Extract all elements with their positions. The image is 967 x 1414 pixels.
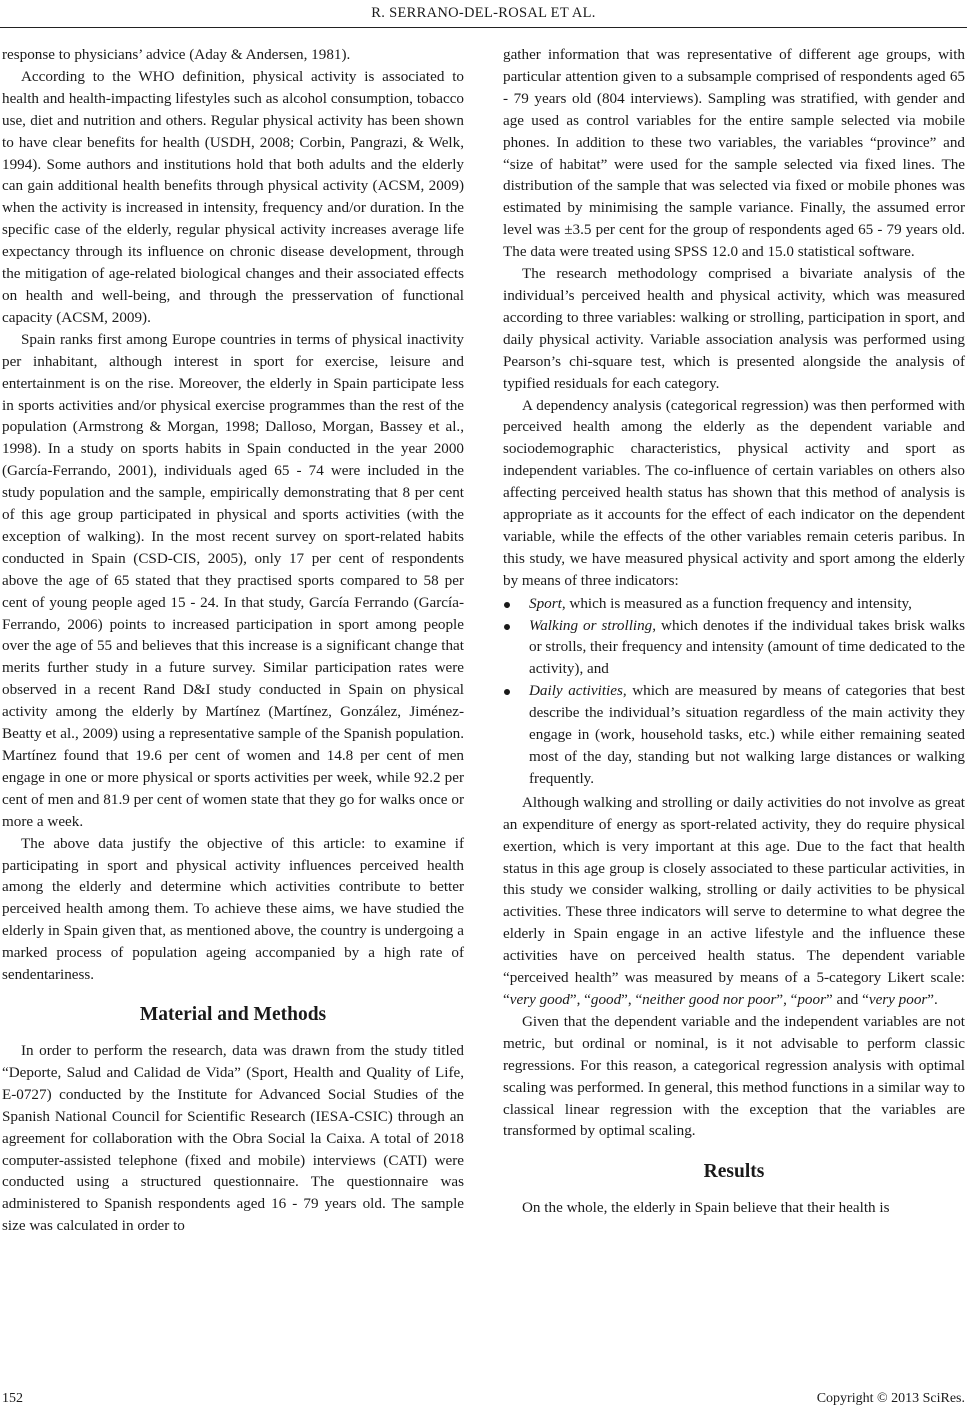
paragraph: On the whole, the elderly in Spain believe that their health is — [522, 1199, 890, 1217]
list-item — [503, 593, 965, 615]
likert-term: neither good nor poor — [642, 990, 777, 1008]
likert-term: good — [590, 990, 622, 1008]
paragraph — [503, 792, 965, 1011]
likert-term: very poor — [868, 990, 928, 1008]
section-heading-methods: Material and Methods — [139, 1003, 327, 1025]
list-text: , which are measured by means of categories that best describe the individual’s situation regardless of the main activity they engage in (work, household tasks, etc.) while either remaining seated most of the day, standing but not walking large distances or walking frequently. — [529, 682, 965, 787]
list-term: Sport — [529, 594, 562, 612]
paragraph: In order to perform the research, data was drawn from the study titled “Deporte, Salud and Calidad de Vida” (Sport, Health and Quality of Life, E-0727) conducted by the Institute for Advanced Social Studies of the Spanish National Council for Scientific Research (IESA-CSIC) through an agreement for collaboration with the Obra Social la Caixa. A total of 2018 computer-assisted telephone (fixed and mobile) interviews (CATI) were conducted using a structured questionnaire. The questionnaire was administered to Spanish respondents aged 16 - 79 years old. The sample size was calculated in order to — [2, 1041, 464, 1235]
paragraph: Spain ranks first among Europe countries in terms of physical inactivity per inhabitant, although interest in sport for exercise, leisure and entertainment is on the rise. Moreover, the elderly in Spain participate less in sports activities and/or physical exercise programmes than the rest of the population (Armstrong & Morgan, 1998; Dalloso, Morgan, Bassey et al., 1998). In a study on sports habits in Spain conducted in the year 2000 (García-Ferrando, 2001), individuals aged 65 - 74 were included in the study population and the sample, empirically demonstrating that 8 per cent of this age group participated in physical and sports activities (with the exception of walking). In the most recent survey on sport-related habits conducted in Spain (CSD-CIS, 2005), only 17 per cent of respondents above the age of 65 stated that they practised sports compared to 58 per cent of young people aged 15 - 24. In that study, García Ferrando (García-Ferrando, 2006) points to increased participation in sport among people over the age of 55 and believes that this increase is a significant change that merits further study in a future survey. Similar participation rates were observed in a recent Rand D&I study conducted in Spain on physical activity among the elderly by Martínez (Martínez, González, Jiménez-Beatty et al., 2009) using a representative sample of the Spanish population. Martínez found that 19.6 per cent of women and 14.8 per cent of men engage in one or more physical or sports activities per week, while 92.2 per cent of men and 81.9 per cent of women state that they go for walks once or more a week. — [2, 330, 464, 830]
likert-term: very good — [509, 990, 570, 1008]
paragraph: The above data justify the objective of this article: to examine if participating in sport and physical activity influences perceived health among the elderly and determine which activities contribute to better perceived health among them. To achieve these aims, we have studied the elderly in Spain given that, as mentioned above, the country is undergoing a marked process of population ageing accompanied by a high rate of sendentariness. — [2, 834, 464, 984]
paragraph-text: Although walking and strolling or daily activities do not involve as great an expenditure of energy as sport-related activity, they do require physical exertion, which is very important at this age. Due to the fact that health status in this age group is closely associated to these particular activities, in this study we consider walking, strolling or daily activities to be physical activities. These three indicators will serve to determine to what degree the elderly in Spain engage in an active lifestyle and the influence these activities have on perceived health status. The dependent variable “perceived health” was measured by means of a 5-category Likert scale: “ — [503, 793, 965, 1008]
list-item — [503, 615, 965, 681]
paragraph: response to physicians’ advice (Aday & Andersen, 1981). — [2, 46, 351, 63]
bullet-icon — [504, 602, 510, 608]
section-heading-results: Results — [703, 1161, 765, 1183]
bullet-icon — [504, 624, 510, 630]
bullet-icon — [504, 689, 510, 695]
indicator-list — [503, 593, 965, 790]
paragraph: gather information that was representative of different age groups, with particular attention given to a subsample comprised of respondents aged 65 - 79 years old (804 interviews). Sampling was stratified, with gender and age used as control variables for the entire sample selected via mobile phones. In addition to these two variables, the variables “province” and “size of habitat” were used for the sample selected via fixed lines. The distribution of the sample that was selected via fixed or mobile phones was estimated by minimising the sample variance. Finally, the assumed error level was ±3.5 per cent for the group of respondents aged 65 - 79 years old. The data were treated using SPSS 12.0 and 15.0 statistical software. — [503, 46, 965, 261]
punctuation: ” and “ — [825, 990, 869, 1008]
list-term: Daily activities — [529, 682, 623, 700]
list-term: Walking or strolling — [529, 616, 653, 634]
right-column — [503, 44, 965, 1219]
likert-term: poor — [797, 990, 826, 1008]
paragraph: According to the WHO definition, physical activity is associated to health and health-impacting lifestyles such as alcohol consumption, tobacco use, diet and nutrition and others. Regular physical activity has been shown to have clear benefits for health (USDH, 2008; Corbin, Pangrazi, & Welk, 1994). Some authors and institutions hold that both adults and the elderly can gain additional health benefits through physical activity (ACSM, 2009) when the activity is increased in intensity, frequency and/or duration. In the specific case of the elderly, regular physical activity increases average life expectancy through its influence on chronic disease development, through the mitigation of age-related biological changes and their associated effects on health and well-being, and through the presservation of functional capacity (ACSM, 2009). — [2, 67, 464, 326]
list-text: , which is measured as a function frequency and intensity, — [561, 594, 912, 612]
punctuation: ”, “ — [776, 990, 798, 1008]
left-column — [2, 44, 464, 1237]
paragraph: The research methodology comprised a bivariate analysis of the individual’s perceived health and physical activity, which was measured according to three variables: walking or strolling, participation in sport, and daily physical activity. Variable association analysis was performed using Pearson’s chi-square test, which is presented alongside the analysis of typified residuals for each category. — [503, 265, 965, 392]
punctuation: ”, “ — [569, 990, 591, 1008]
punctuation: ”. — [927, 990, 938, 1008]
running-header: R. SERRANO-DEL-ROSAL ET AL. — [371, 5, 596, 21]
punctuation: ”, “ — [621, 990, 643, 1008]
page-number: 152 — [2, 1391, 23, 1406]
copyright-notice: Copyright © 2013 SciRes. — [816, 1391, 965, 1406]
paragraph: A dependency analysis (categorical regression) was then performed with perceived health among the elderly as the dependent variable and sociodemographic characteristics, physical activity and sport as independent variables. The co-influence of certain variables on others also affecting perceived health status has shown that this method of analysis is appropriate as it accounts for the effect of each indicator on the dependent variable, while the effects of the other variables remain ceteris paribus. In this study, we have measured physical activity and sport among the elderly by means of three indicators: — [503, 396, 965, 589]
list-text: , which denotes if the individual takes brisk walks or strolls, their frequency and intensity (amount of time dedicated to the activity), and — [529, 616, 965, 678]
header-rule — [0, 27, 967, 28]
list-item — [503, 680, 965, 790]
paragraph: Given that the dependent variable and the independent variables are not metric, but ordinal or nominal, is it not advisable to perform classic regressions. For this reason, a categorical regression analysis with optimal scaling was performed. In general, this method functions in a similar way to classical linear regression with the exception that the variables are transformed by optimal scaling. — [503, 1012, 965, 1140]
